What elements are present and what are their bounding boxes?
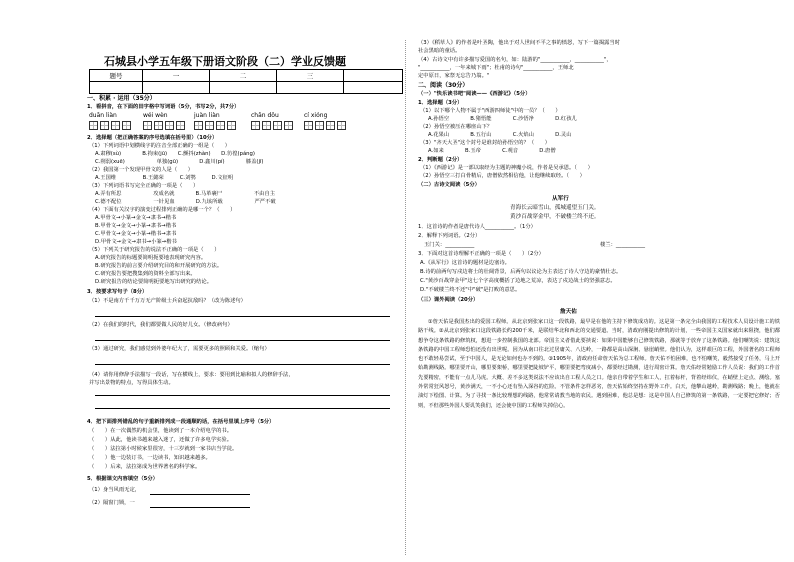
score-header-cell: 二	[210, 70, 277, 82]
question-text: 1．选择题（3分）	[418, 100, 463, 106]
option-line: A.甲骨文→小篆→金文→隶书→楷书	[95, 215, 177, 221]
writing-grid[interactable]	[251, 121, 293, 130]
option-line: C."黄沙百战穿金甲"这七个字高度概括了边地之荒凉，表达了戍边战士的坚强意志。	[420, 278, 616, 284]
question-text: （3）《稻草人》的作者是叶圣陶，他出于对人世间不平之事的愤怒，写下一篇揭露当时	[418, 40, 621, 46]
option-line: B.诗的前两句写戍边将士的壮阔背景，后两句以议论为主表达了诗人守边的豪情壮志。	[420, 269, 622, 275]
pinyin-label: chān dǒu	[251, 112, 279, 119]
question-text: 玉门关：___________	[424, 242, 475, 248]
pinyin-label: cí xióng	[304, 112, 328, 119]
pinyin-label: juàn liàn	[194, 112, 220, 119]
option-line: A.弄有所思 攻成名就 B.马革裹尸 不由自主	[95, 191, 276, 197]
writing-grid[interactable]	[304, 121, 346, 130]
option-line: A.《从军行》这首诗的题材是边塞诗。	[420, 260, 510, 266]
option-line: B.研究报告的前言要介绍研究目的和开展研究的方法。	[95, 263, 223, 269]
score-header-cell: 三	[277, 70, 344, 82]
option-line: D.甲骨文→金文→隶书→小篆→楷书	[95, 239, 177, 245]
pinyin-label: duān liàn	[89, 112, 117, 119]
poem-title: 从军行	[552, 196, 569, 202]
score-header-cell	[344, 70, 403, 82]
question-text: 2．判断题（2分）	[418, 157, 463, 163]
question-text: （2）孙悟空被压在哪座山下？	[420, 124, 493, 130]
reading-passage: ①詹天佑是我国杰出的爱国工程师。从北京到张家口这一段铁路，最早是在他的主持下修筑成功的。这是第一条完全由我国的工程技术人员设计施工的铁路干线。②从北京到张家口这段铁路长约200千米，是联结华北和西北的交通要道。当时，清政府刚提出修筑的计划，一些帝国主义国家就出来阻挠，他们都想争夺这条铁路的修筑权，想进一步控制我国的北部。帝国主义者借此要挟说：如果中国能够自己修筑铁路，那就等于放弃了这条铁路。他们嘲笑说：建筑这条铁路的中国工程师恐怕还没有出世呢。因为从南口往北过居庸关、八达岭，一路都是高山深涧、悬崖峭壁。他们认为，这样艰巨的工程，外国著名的工程师也不敢轻易尝试，至于中国人，是无论如何也办不到的。③1905年，清政府任命詹天佑为总工程师。詹天佑不怕困难，也不怕嘲笑，毅然接受了任务，马上开始勘测线路。哪里要开山，哪里要架桥，哪里要把陡坡铲平，哪里要把弯度减小，都要经过勘测，进行周密计算。詹天佑经常勉励工作人员说：我们的工作首先要精密，不能有一点儿马虎。大概、差不多这类说法不应该出自工程人员之口。他亲自带着学生和工人，扛着标杆，背着经纬仪，在峭壁上定点、测绘。塞外常常狂风怒号，黄沙满天，一不小心还有坠入深谷的危险。不管条件怎样恶劣，詹天佑始终坚持在野外工作。白天，他攀山越岭，勘测线路；晚上，他就在油灯下绘图、计算。为了寻找一条比较理想的线路，他常常请教当地的农民。遇到困难，他总是想：这是中国人自己修筑的第一条铁路，一定要把它修好；否则，不但那些外国人要讥笑我们，还会使中国的工程师失掉信心。	[418, 319, 780, 409]
question-text: （1）下列词语中划横线字的注音全部正确的一组是（ ）	[89, 143, 231, 149]
option-line: A.研究报告的标题要简明扼要地表现研究内容。	[95, 255, 207, 261]
score-header-cell: 题号	[90, 70, 143, 82]
answer-line[interactable]	[150, 494, 250, 495]
question-text: （2）我国第一个发现甲骨文的人是（ ）	[89, 167, 194, 173]
question-text: （2）在我们的时代，我们都要做人民的好儿女。（修改病句）	[89, 322, 233, 328]
subsection-heading: （一）"快乐读书吧"阅读——《西游记》（5分）	[418, 91, 531, 97]
writing-grid[interactable]	[194, 121, 236, 130]
pinyin-label: wéi wèn	[143, 112, 168, 119]
question-text: （4）下面有关汉字的演变过程排列正确的是哪一个？（ ）	[89, 207, 236, 213]
question-text: （1）《西游记》是一部以取经为主题的神魔小说，作者是吴承恩。（ ）	[420, 165, 593, 171]
option-line: C.研究报告要把搜集到的资料全部写出来。	[95, 271, 196, 277]
question-4: 4．把下面排列错乱的句子重新排列成一段通顺的话，在括号里填上序号（5分）	[87, 419, 275, 425]
question-text: （2）孙悟空三打白骨精后，唐僧依然相信他，让他继续取经。（ ）	[420, 173, 585, 179]
question-text: 并写出景物的特点，写得具体生动。	[89, 380, 174, 386]
answer-line[interactable]	[150, 507, 250, 508]
question-text: 2．解释下列词语。（2分）	[418, 233, 481, 239]
list-item: （ ）从此，他读书越来越入迷了，还做了许多电学实验。	[89, 437, 233, 443]
question-text: （4）古诗文中有许多描写爱国的名句，如：陆游的"___________，___________"，	[418, 57, 612, 63]
question-text: 楼兰：___________	[600, 242, 646, 248]
answer-line[interactable]	[95, 395, 390, 396]
option-line: C.德不配位 一针见血 D.九垓所载 严严不破	[95, 199, 276, 205]
question-3: 3．按要求写句子（8分）	[87, 289, 148, 295]
option-line: A.肃穆(sù) B.拘束(jū) C.颤抖(zhàn) D.彷徨(páng)	[95, 151, 255, 157]
option-line: B.甲骨文→金文→小篆→隶书→楷书	[95, 223, 177, 229]
question-text: 3．下面对这首诗理解不正确的一项是（ ）（2分）	[418, 251, 544, 257]
option-line: C.甲骨文→金文→小篆→楷书→隶书	[95, 231, 177, 237]
score-cell	[143, 82, 210, 94]
answer-line[interactable]	[95, 364, 390, 365]
column-divider	[405, 40, 406, 555]
writing-grid[interactable]	[89, 121, 131, 130]
section-heading: 二、阅读（30分）	[418, 82, 469, 89]
question-text: （5）下列关于研究报告的说法不正确的一项是（ ）	[89, 247, 220, 253]
list-item: （ ）法拉第小时候家里很穷，十三岁就到一家书店当学徒。	[89, 446, 238, 452]
question-5: 5．根据课文内容填空（5分）	[87, 476, 158, 482]
answer-line[interactable]	[95, 408, 390, 409]
option-line: A.王国维 B.王懿荣 C.刘鹗 D.文征明	[95, 175, 234, 181]
list-item: （ ）在一次偶然的机会里，他读到了一本介绍电学的书。	[89, 428, 233, 434]
question-text: 1．这首诗的作者是唐代诗人___________。（1分）	[418, 224, 536, 230]
poem-line: 青海长云暗雪山，孤城遥望玉门关。	[510, 205, 600, 211]
score-cell	[210, 82, 277, 94]
answer-line[interactable]	[95, 316, 390, 317]
option-line: D.研究报告的结论要简明扼要地写出研究的结论。	[95, 279, 212, 285]
subsection-heading: （二）古诗文阅读（5分）	[418, 182, 480, 188]
question-text: （3）下列词语书写完全正确的一项是（ ）	[89, 183, 199, 189]
question-text: 社会黑暗的童话。	[418, 48, 461, 54]
question-text: （1）以下哪个人物不属于"西游四师徒"中的一员？（ ）	[420, 108, 561, 114]
list-item: （ ）后来，法拉第成为世界著名的科学家。	[89, 464, 201, 470]
question-text: "___________，一年来城下雨"；杜甫的诗句"___________，王师北	[418, 65, 574, 71]
subsection-heading: （三）课外阅读（20分）	[418, 297, 479, 303]
score-cell	[344, 82, 403, 94]
option-line: D."不破楼兰终不还"中"破"是打败的意思。	[420, 287, 521, 293]
score-cell	[90, 82, 143, 94]
answer-line[interactable]	[95, 340, 390, 341]
option-line: A.如来 B.玉帝 C.观音 D.唐僧	[428, 148, 556, 154]
writing-grid[interactable]	[143, 121, 185, 130]
question-text: 定中原日，家祭无忘告乃翁。"	[418, 73, 490, 79]
option-line: A.花果山 B.五行山 C.火焰山 D.灵山	[428, 132, 572, 138]
question-text: （1）不是南方千千万万无产阶级士兵奋起抗敌吗？（改为陈述句）	[89, 298, 246, 304]
question-text: （3）通过研究，我们感觉到外婆年纪大了，需要更多的照顾和关爱。（缩句）	[89, 346, 270, 352]
score-table	[89, 69, 403, 94]
story-title: 詹天佑	[560, 309, 577, 315]
option-line: A.孙悟空 B.猪悟能 C.沙悟净 D.红孩儿	[428, 116, 577, 122]
poem-line: 黄沙百战穿金甲，不破楼兰终不还。	[510, 214, 600, 220]
list-item: （ ）他一边装订书，一边读书，知识越来越多。	[89, 455, 211, 461]
score-header-cell: 一	[143, 70, 210, 82]
question-text: （3）"齐天大圣"这个封号是谁封给孙悟空的？（ ）	[420, 140, 551, 146]
section-heading: 一、积累 · 运用（35分）	[87, 95, 156, 102]
option-line: C.削弱(xuē) 单独(gū) D.鑫川(pí) 膝盖(jī)	[95, 159, 264, 165]
question-2: 2．选择题（把正确答案的序号选填在括号里）（10分）	[87, 135, 218, 141]
question-text: （4）请你用修辞手法描写一段话，写在横线上，要求：要用到比喻和拟人的修辞手法，	[89, 372, 294, 378]
question-text: （2）隔窗门锁，一	[89, 500, 135, 506]
score-cell	[277, 82, 344, 94]
question-1: 1．看拼音，在下面的田字格中写词语（5分，书写2分，共7分）	[87, 104, 240, 110]
question-text: （1）身当风雨无定，	[89, 487, 141, 493]
exam-title: 石城县小学五年级下册语文阶段（二）学业反馈题	[104, 55, 346, 68]
